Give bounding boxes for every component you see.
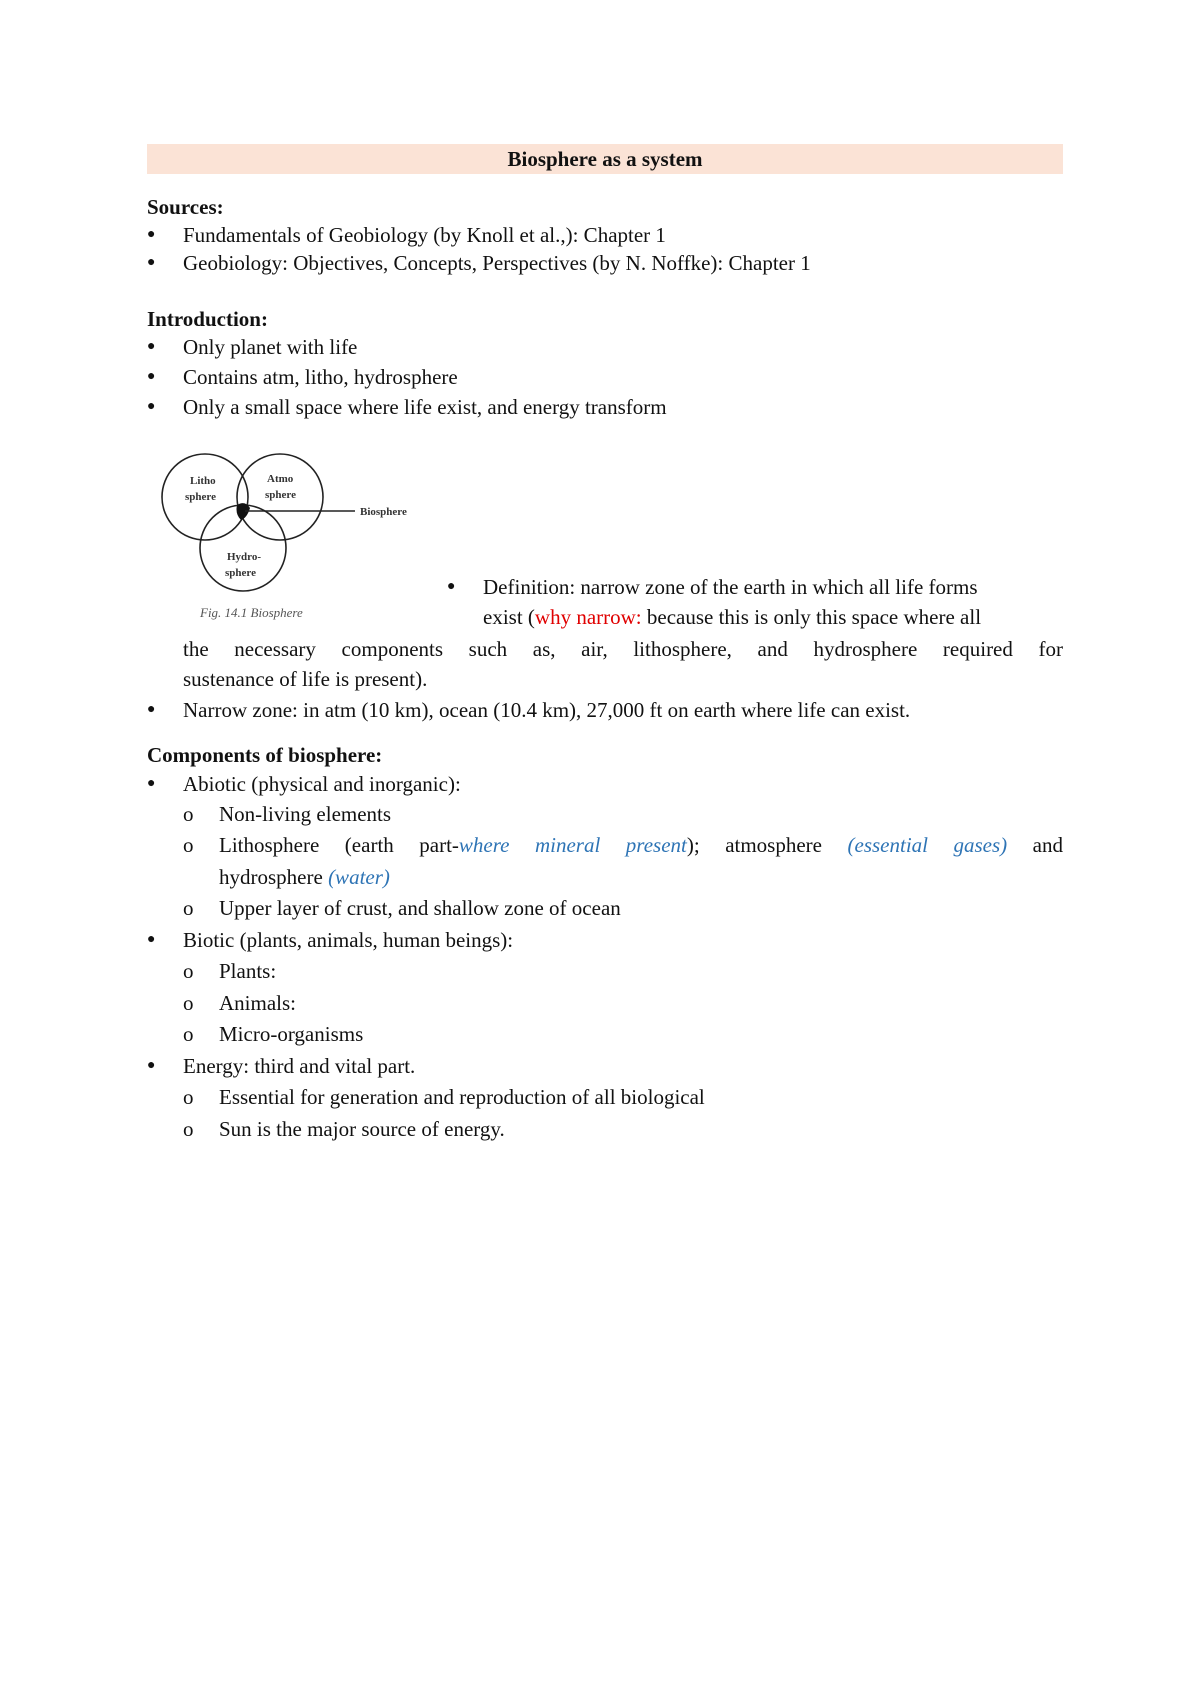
litho-label-1: Litho (190, 475, 216, 487)
litho-label-2: sphere (185, 491, 216, 503)
definition-line-3: the necessary components such as, air, lithosphere, and hydrosphere required for (183, 637, 1063, 661)
bullet-icon (147, 249, 183, 277)
page-title: Biosphere as a system (147, 144, 1063, 174)
bullet-icon (147, 221, 183, 249)
circle-marker-icon: o (183, 1085, 194, 1109)
bullet-icon (147, 696, 183, 724)
figure-caption: Fig. 14.1 Biosphere (200, 605, 303, 620)
sources-heading: Sources: (147, 195, 224, 219)
circle-marker-icon: o (183, 1022, 194, 1046)
document-page: Biosphere as a system Sources: ● Fundamentals of Geobiology (by Knoll et al.,): Chapter 1 ● Geobiology: Objectives, Concepts, Perspectives (by N. Noffke): Chapter 1 Introduction: ● Only planet with life ● Contains atm, litho, hydrosphere ● Only a small space where life exist, and energy transform Litho sphere Atmo sphere Hydro- sphere Biosphere Fig. 14.1 Biosphere ● Definition: narrow zone of the earth in which all life forms exist (why narrow: because this is only this space where all the necessary components such as, air, lithosphere, and hydrosphere required for sustenance of life is present). ● Narrow zone: in atm (10 km), ocean (10.4 km), 27,000 ft on earth where life can exist. Components of biosphere: ● Abiotic (physical and inorganic): o Non-living elements o Lithosphere (earth part-where mineral present); atmosphere (essential gases) and hydrosphere (water) o Upper layer of crust, and shallow zone of ocean ● Biotic (plants, animals, human beings): o Plants: o Animals: o Micro-organisms ● Energy: third and vital part. o Essential for generation and reproduction of all biological o Sun is the major source of energy. (0, 0, 1200, 1698)
circle-marker-icon: o (183, 1117, 194, 1141)
components-heading: Components of biosphere: (147, 743, 383, 767)
atmo-label-1: Atmo (267, 473, 294, 485)
bullet-icon (147, 333, 183, 361)
introduction-heading: Introduction: (147, 307, 268, 331)
sub-item-continued: hydrosphere (water) (219, 865, 390, 889)
biosphere-label: Biosphere (360, 506, 407, 518)
circle-marker-icon: o (183, 991, 194, 1015)
circle-marker-icon: o (183, 896, 194, 920)
definition-line-2: exist (why narrow: because this is only this space where all (483, 605, 982, 629)
circle-marker-icon: o (183, 959, 194, 983)
definition-line-4: sustenance of life is present). (183, 667, 428, 691)
hydro-label-2: sphere (225, 567, 256, 579)
circle-marker-icon: o (183, 833, 194, 857)
bullet-icon (147, 363, 183, 391)
atmo-label-2: sphere (265, 489, 296, 501)
biosphere-venn-diagram (155, 450, 425, 630)
hydro-label-1: Hydro- (227, 551, 262, 563)
bullet-icon (147, 770, 183, 798)
bullet-icon (447, 573, 483, 601)
bullet-icon (147, 393, 183, 421)
bullet-icon (147, 1052, 183, 1080)
circle-marker-icon: o (183, 802, 194, 826)
bullet-icon (147, 926, 183, 954)
